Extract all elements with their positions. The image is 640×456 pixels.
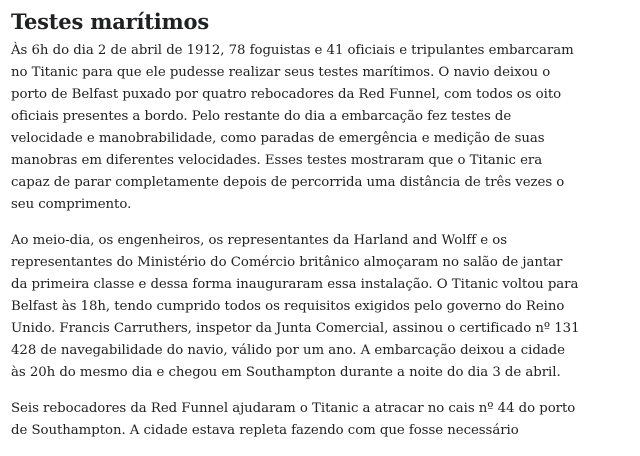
paragraph-line: Seis rebocadores da Red Funnel ajudaram o Titanic a atracar no cais nº 44 do porto [11, 401, 576, 416]
paragraph-line: da primeira classe e dessa forma inauguraram essa instalação. O Titanic voltou para [11, 277, 579, 292]
paragraph-line: velocidade e manobrabilidade, como paradas de emergência e medição de suas [11, 131, 545, 146]
paragraph-1 [11, 40, 631, 216]
paragraph-line: representantes do Ministério do Comércio britânico almoçaram no salão de jantar [11, 255, 563, 270]
paragraph-line: Unido. Francis Carruthers, inspetor da Junta Comercial, assinou o certificado nº 131 [11, 321, 580, 336]
paragraph-line: oficiais presentes a bordo. Pelo restante do dia a embarcação fez testes de [11, 109, 512, 124]
paragraph-line: seu comprimento. [11, 197, 132, 212]
paragraph-line: porto de Belfast puxado por quatro rebocadores da Red Funnel, com todos os oito [11, 87, 562, 102]
paragraph-line: no Titanic para que ele pudesse realizar seus testes marítimos. O navio deixou o [11, 65, 551, 80]
paragraph-line: Ao meio-dia, os engenheiros, os representantes da Harland and Wolff e os [11, 233, 508, 248]
paragraph-2 [11, 230, 631, 384]
paragraph-line: capaz de parar completamente depois de percorrida uma distância de três vezes o [11, 175, 565, 190]
paragraph-line: Às 6h do dia 2 de abril de 1912, 78 foguistas e 41 oficiais e tripulantes embarcaram [11, 43, 574, 58]
paragraph-3 [11, 398, 631, 442]
article-body [11, 0, 631, 456]
paragraph-line: Belfast às 18h, tendo cumprido todos os requisitos exigidos pelo governo do Reino [11, 299, 565, 314]
paragraph-line: manobras em diferentes velocidades. Esses testes mostraram que o Titanic era [11, 153, 543, 168]
paragraph-line: às 20h do mesmo dia e chegou em Southampton durante a noite do dia 3 de abril. [11, 365, 561, 380]
paragraph-line: de Southampton. A cidade estava repleta fazendo com que fosse necessário [11, 423, 519, 438]
paragraph-line: 428 de navegabilidade do navio, válido por um ano. A embarcação deixou a cidade [11, 343, 565, 358]
section-heading: Testes marítimos [11, 9, 209, 34]
